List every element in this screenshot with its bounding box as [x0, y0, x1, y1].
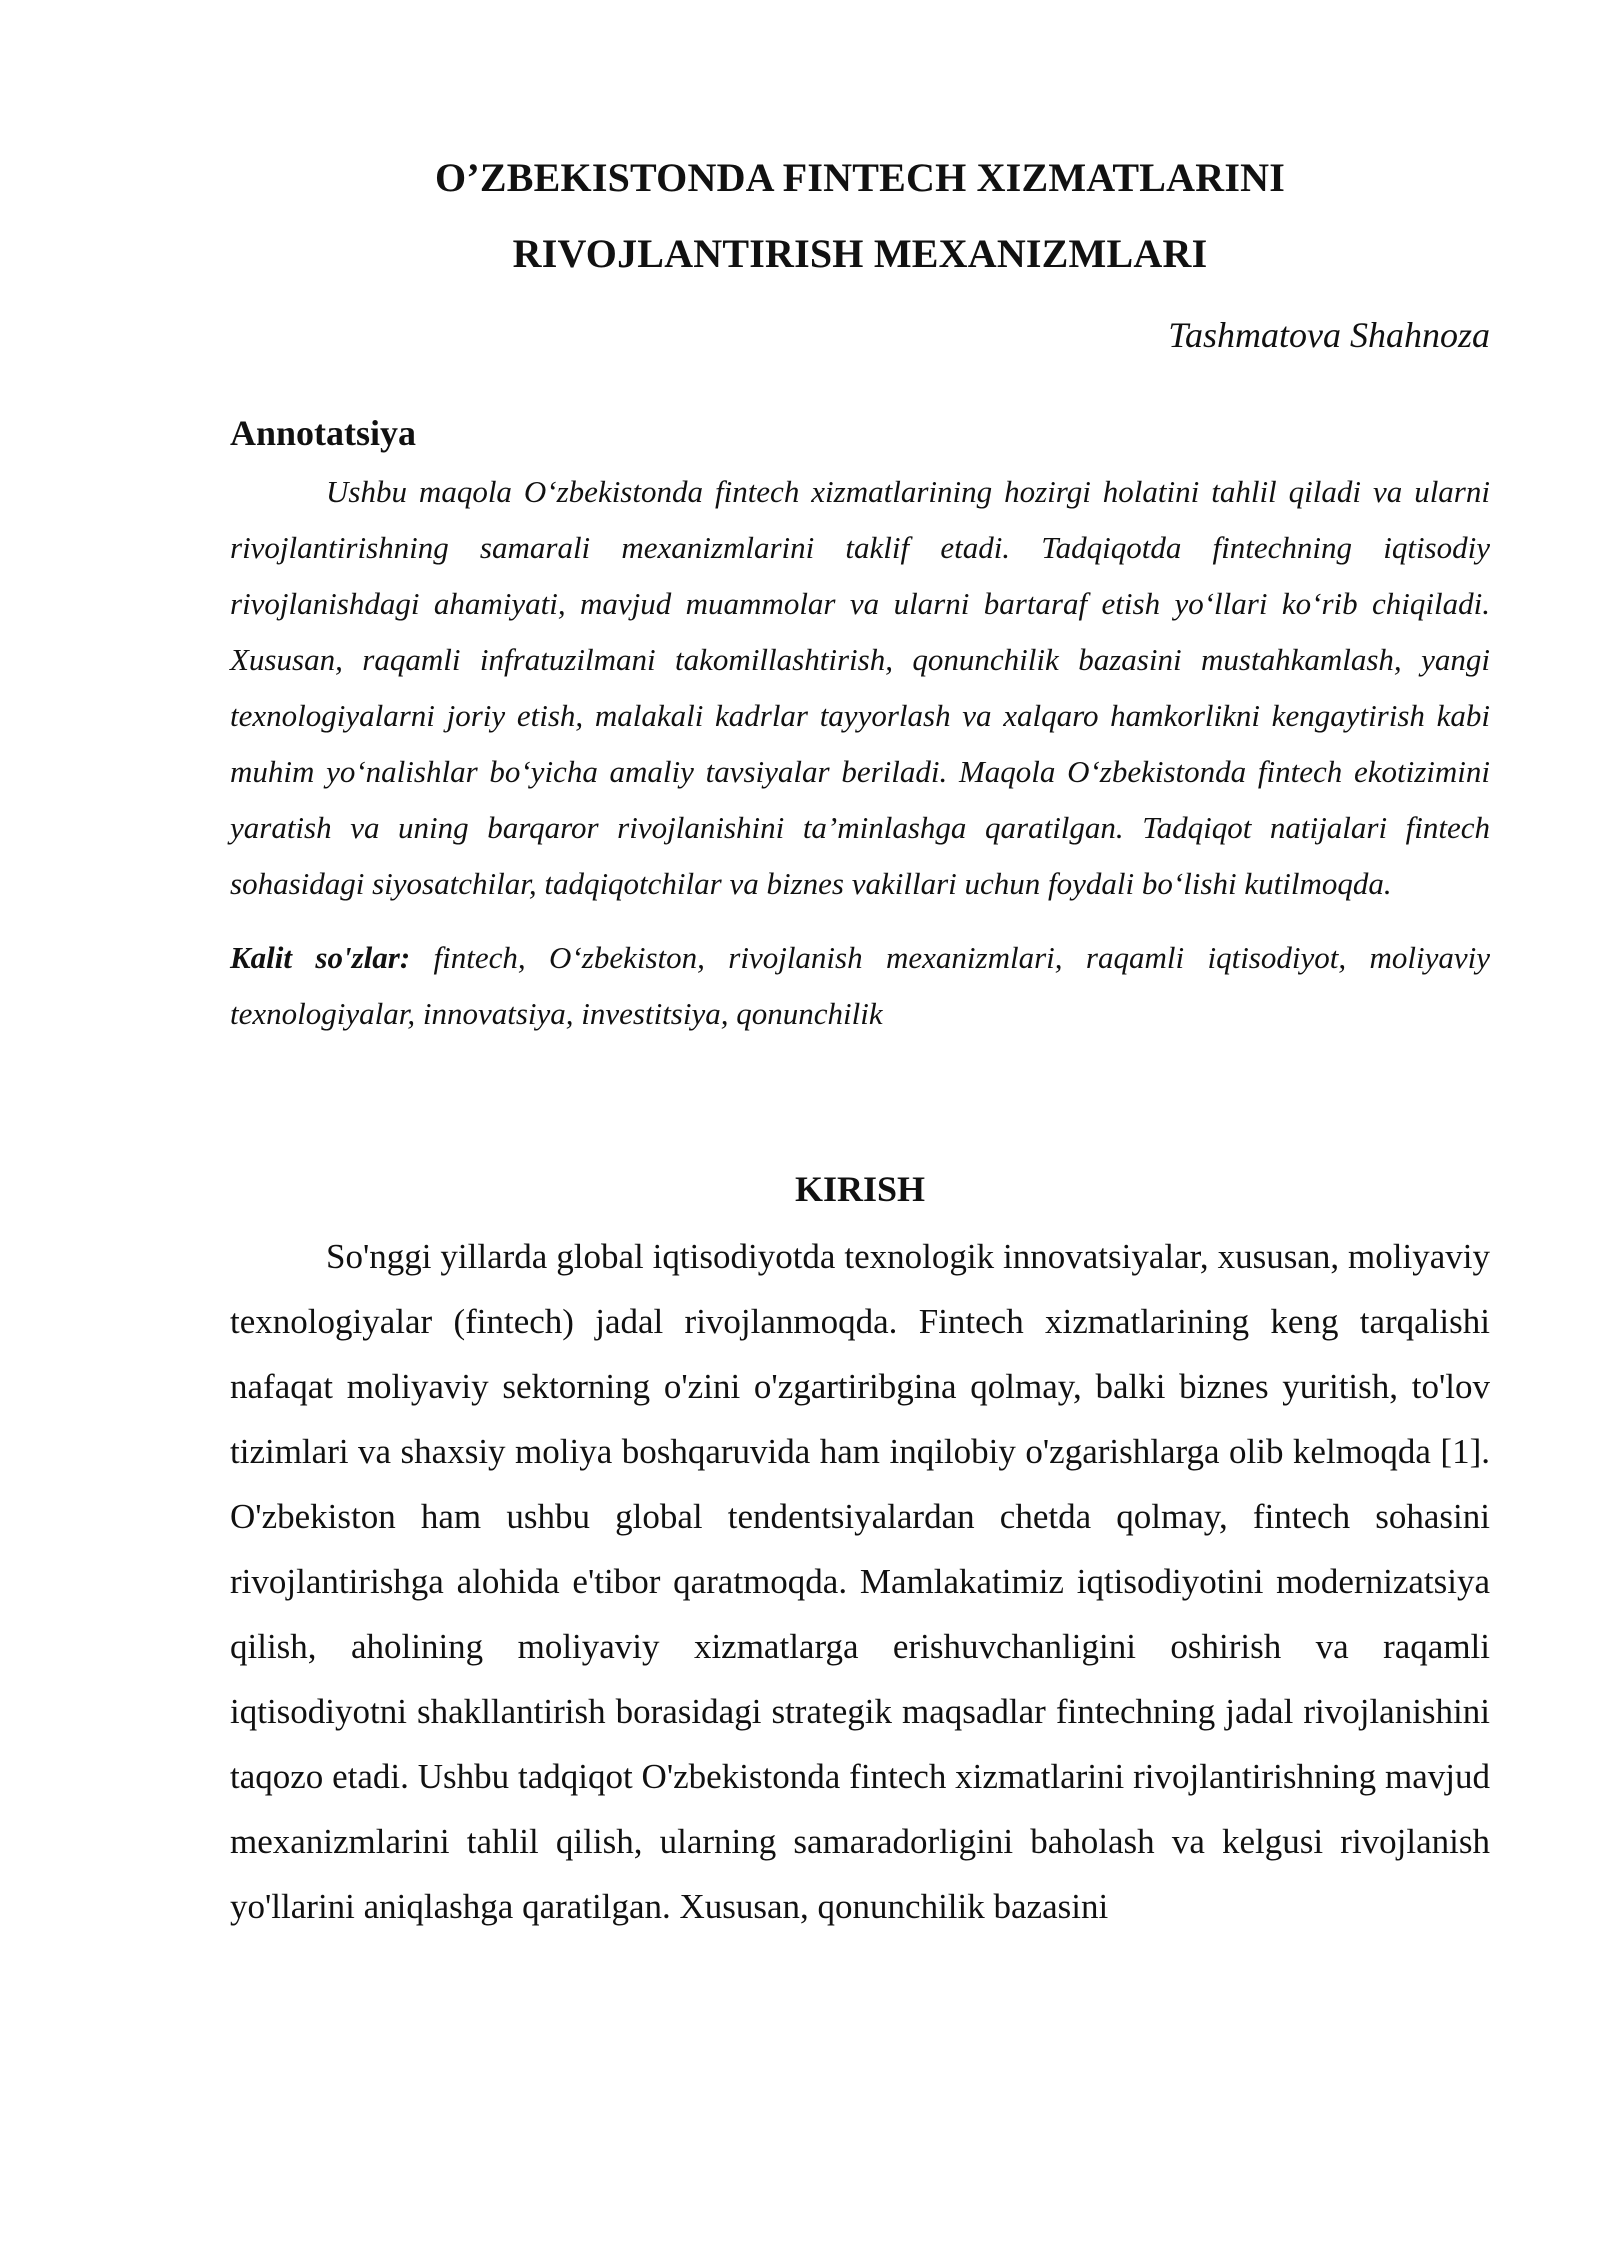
title-line-1: O’ZBEKISTONDA FINTECH XIZMATLARINI	[435, 155, 1285, 200]
introduction-heading: KIRISH	[794, 1169, 926, 1209]
author-name: Tashmatova Shahnoza	[1168, 315, 1490, 355]
keywords-text: fintech, O‘zbekiston, rivojlanish mexanizmlari, raqamli iqtisodiyot, moliyaviy texnologiyalar, innovatsiya, investitsiya, qonunchilik	[230, 940, 1490, 1031]
document-page	[230, 140, 1490, 1974]
annotation-text: Ushbu maqola O‘zbekistonda fintech xizmatlarining hozirgi holatini tahlil qiladi va ularni rivojlantirishning samarali mexanizmlarini taklif etadi. Tadqiqotda fintechning iqtisodiy rivojlanishdagi ahamiyati, mavjud muammolar va ularni bartaraf etish yo‘llari ko‘rib chiqiladi. Xususan, raqamli infratuzilmani takomillashtirish, qonunchilik bazasini mustahkamlash, yangi texnologiyalarni joriy etish, malakali kadrlar tayyorlash va xalqaro hamkorlikni kengaytirish kabi muhim yo‘nalishlar bo‘yicha amaliy tavsiyalar beriladi. Maqola O‘zbekistonda fintech ekotizimini yaratish va uning barqaror rivojlanishini ta’minlashga qaratilgan. Tadqiqot natijalari fintech sohasidagi siyosatchilar, tadqiqotchilar va biznes vakillari uchun foydali bo‘lishi kutilmoqda.	[230, 474, 1490, 901]
annotation-heading: Annotatsiya	[230, 413, 417, 453]
keywords-block	[230, 930, 1490, 1042]
introduction-text: So'nggi yillarda global iqtisodiyotda texnologik innovatsiyalar, xususan, moliyaviy texnologiyalar (fintech) jadal rivojlanmoqda. Fintech xizmatlarining keng tarqalishi nafaqat moliyaviy sektorning o'zini o'zgartiribgina qolmay, balki biznes yuritish, to'lov tizimlari va shaxsiy moliya boshqaruvida ham inqilobiy o'zgarishlarga olib kelmoqda [1]. O'zbekiston ham ushbu global tendentsiyalardan chetda qolmay, fintech sohasini rivojlantirishga alohida e'tibor qaratmoqda. Mamlakatimiz iqtisodiyotini modernizatsiya qilish, aholining moliyaviy xizmatlarga erishuvchanligini oshirish va raqamli iqtisodiyotni shakllantirish borasidagi strategik maqsadlar fintechning jadal rivojlanishini taqozo etadi. Ushbu tadqiqot O'zbekistonda fintech xizmatlarini rivojlantirishning mavjud mexanizmlarini tahlil qilish, ularning samaradorligini baholash va kelgusi rivojlanish yo'llarini aniqlashga qaratilgan. Xususan, qonunchilik bazasini	[230, 1237, 1490, 1926]
title-line-2: RIVOJLANTIRISH MEXANIZMLARI	[512, 231, 1208, 276]
article-title	[230, 140, 1490, 292]
keywords-label: Kalit so'zlar:	[230, 940, 411, 975]
